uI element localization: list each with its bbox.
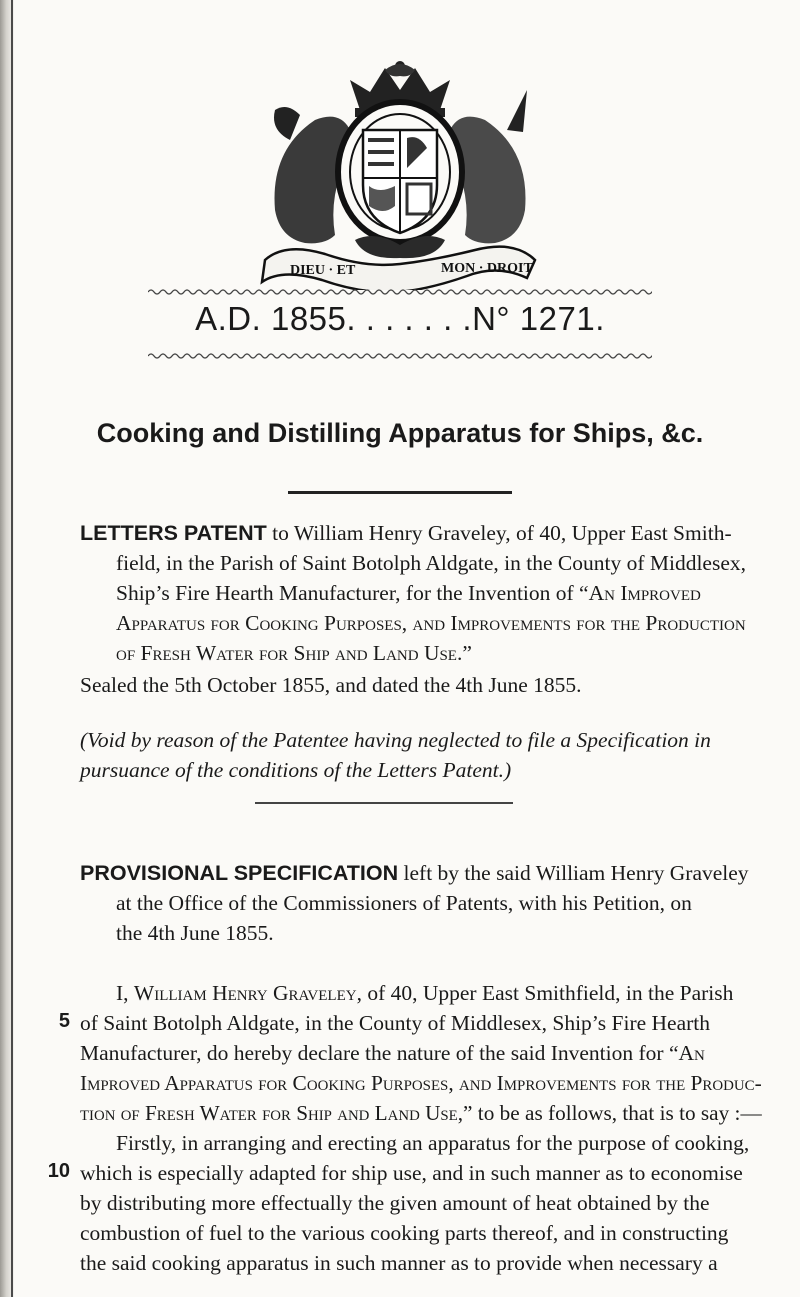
sealed-date: Sealed the 5th October 1855, and dated the 4th June 1855. <box>80 673 582 697</box>
lp-line-1: to William Henry Graveley, of 40, Upper East Smith- <box>266 521 732 545</box>
body-line-2: of Saint Botolph Aldgate, in the County of Middlesex, Ship’s Fire Hearth <box>80 1011 711 1035</box>
section-divider <box>255 802 513 804</box>
letters-patent-heading: LETTERS PATENT <box>80 521 267 545</box>
body-line-5: tion of Fresh Water for Ship and Land Use,” to be as follows, that is to say :— <box>80 1101 762 1125</box>
lp-line-4: Apparatus for Cooking Purposes, and Improvements for the Production <box>116 611 746 635</box>
title-underline <box>288 491 512 494</box>
void-note <box>80 725 762 785</box>
document-title: Cooking and Distilling Apparatus for Ships, &c. <box>96 418 704 448</box>
binding-edge <box>11 0 13 1297</box>
leader-dots: . . . . . . . <box>346 300 473 337</box>
wavy-rule-top <box>148 288 652 296</box>
specification-body <box>80 978 762 1278</box>
provisional-heading: PROVISIONAL SPECIFICATION <box>80 861 399 885</box>
patent-number: N° 1271. <box>472 300 605 337</box>
margin-line-number-10: 10 <box>47 1160 70 1182</box>
body-line-3: Manufacturer, do hereby declare the nature of the said Invention for “An <box>80 1041 705 1065</box>
margin-line-number-5: 5 <box>58 1010 70 1032</box>
motto-right: MON · DROIT <box>441 261 533 276</box>
prov-line-1: left by the said William Henry Graveley <box>398 861 749 885</box>
body-line-6: Firstly, in arranging and erecting an apparatus for the purpose of cooking, <box>116 1131 750 1155</box>
body-line-10: the said cooking apparatus in such manner as to provide when necessary a <box>80 1251 718 1275</box>
royal-coat-of-arms <box>245 60 555 290</box>
body-line-1: I, William Henry Graveley, of 40, Upper East Smithfield, in the Parish <box>116 981 734 1005</box>
body-line-9: combustion of fuel to the various cooking parts thereof, and in constructing <box>80 1221 729 1245</box>
body-line-4: Improved Apparatus for Cooking Purposes, and Improvements for the Produc- <box>80 1071 762 1095</box>
motto-left: DIEU · ET <box>290 263 356 278</box>
lp-line-5: of Fresh Water for Ship and Land Use.” <box>116 641 472 665</box>
body-line-7: which is especially adapted for ship use, and in such manner as to economise <box>80 1161 743 1185</box>
patent-number-line <box>0 300 800 338</box>
void-line-1: (Void by reason of the Patentee having neglected to file a Specification in <box>80 728 711 752</box>
prov-line-3: the 4th June 1855. <box>116 921 274 945</box>
prov-line-2: at the Office of the Commissioners of Patents, with his Petition, on <box>116 891 692 915</box>
void-line-2: pursuance of the conditions of the Letters Patent.) <box>80 758 512 782</box>
lp-line-2: field, in the Parish of Saint Botolph Aldgate, in the County of Middlesex, <box>116 551 747 575</box>
lp-line-3: Ship’s Fire Hearth Manufacturer, for the Invention of “An Improved <box>116 581 701 605</box>
letters-patent-paragraph <box>80 518 762 668</box>
wavy-rule-bottom <box>148 352 652 360</box>
year: A.D. 1855 <box>195 300 347 337</box>
body-line-8: by distributing more effectually the given amount of heat obtained by the <box>80 1191 710 1215</box>
provisional-paragraph <box>80 858 762 948</box>
